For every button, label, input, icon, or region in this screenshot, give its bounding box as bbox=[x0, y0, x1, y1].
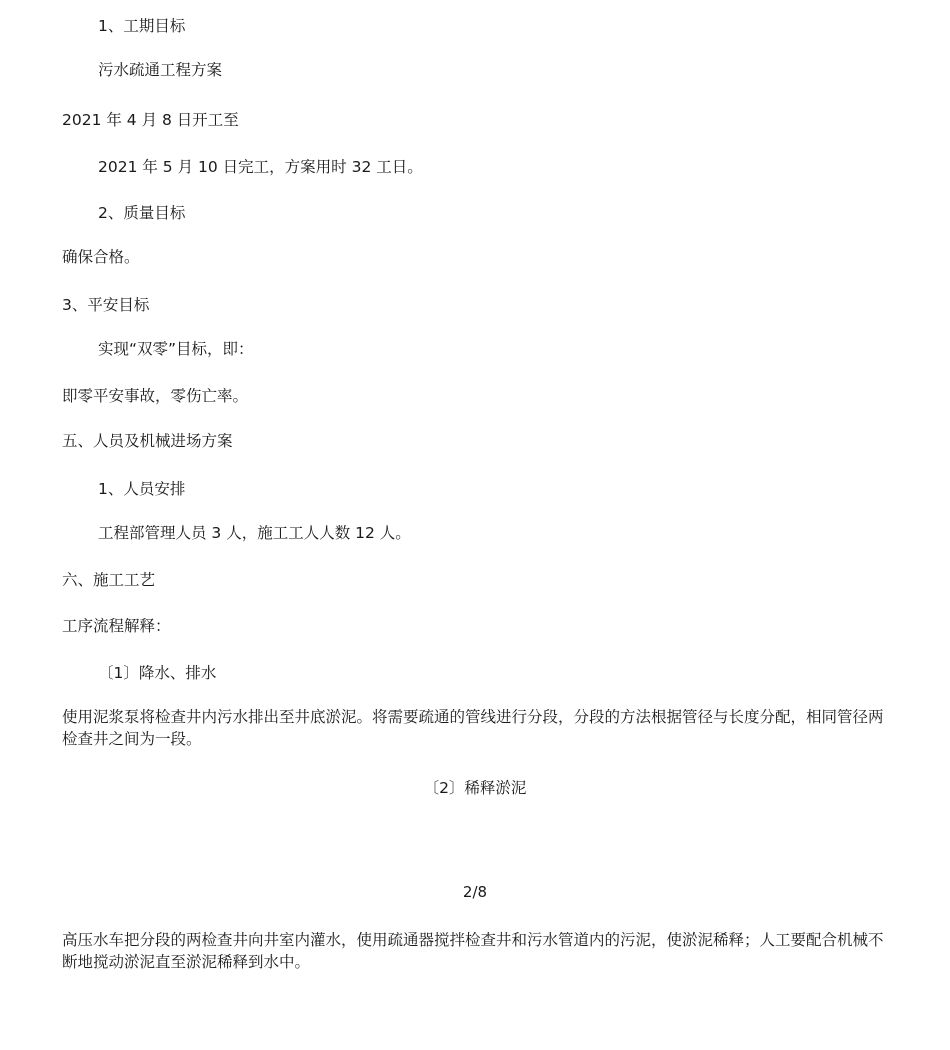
step-two-paragraph: 高压水车把分段的两检查井向井室内灌水，使用疏通器搅拌检查井和污水管道内的污泥，使淤泥稀释；人工要配合机械不断地搅动淤泥直至淤泥稀释到水中。 bbox=[62, 931, 884, 971]
safety-goal-detail: 即零平安事故，零伤亡率。 bbox=[62, 387, 249, 405]
staffing-heading: 1、人员安排 bbox=[98, 480, 186, 498]
step-one-heading: 〔1〕降水、排水 bbox=[98, 664, 217, 682]
section-five-heading: 五、人员及机械进场方案 bbox=[62, 432, 233, 450]
end-date-line: 2021 年 5 月 10 日完工，方案用时 32 工日。 bbox=[98, 158, 423, 176]
safety-goal-heading: 3、平安目标 bbox=[62, 296, 150, 314]
project-plan-title: 污水疏通工程方案 bbox=[98, 61, 223, 79]
quality-goal-heading: 2、质量目标 bbox=[98, 204, 186, 222]
step-one-paragraph: 使用泥浆泵将检查井内污水排出至井底淤泥。将需要疏通的管线进行分段，分段的方法根据管径与长度分配，相同管径两检查井之间为一段。 bbox=[62, 708, 884, 748]
schedule-goal-heading: 1、工期目标 bbox=[98, 17, 186, 35]
step-two-heading: 〔2〕稀释淤泥 bbox=[423, 779, 527, 797]
process-explanation-label: 工序流程解释： bbox=[62, 617, 171, 635]
section-six-heading: 六、施工工艺 bbox=[62, 571, 156, 589]
page-number: 2/8 bbox=[462, 883, 488, 901]
staffing-text: 工程部管理人员 3 人，施工工人人数 12 人。 bbox=[98, 524, 411, 542]
quality-goal-text: 确保合格。 bbox=[62, 248, 140, 266]
start-date-line: 2021 年 4 月 8 日开工至 bbox=[62, 111, 239, 129]
safety-goal-text: 实现“双零”目标，即： bbox=[98, 340, 254, 358]
